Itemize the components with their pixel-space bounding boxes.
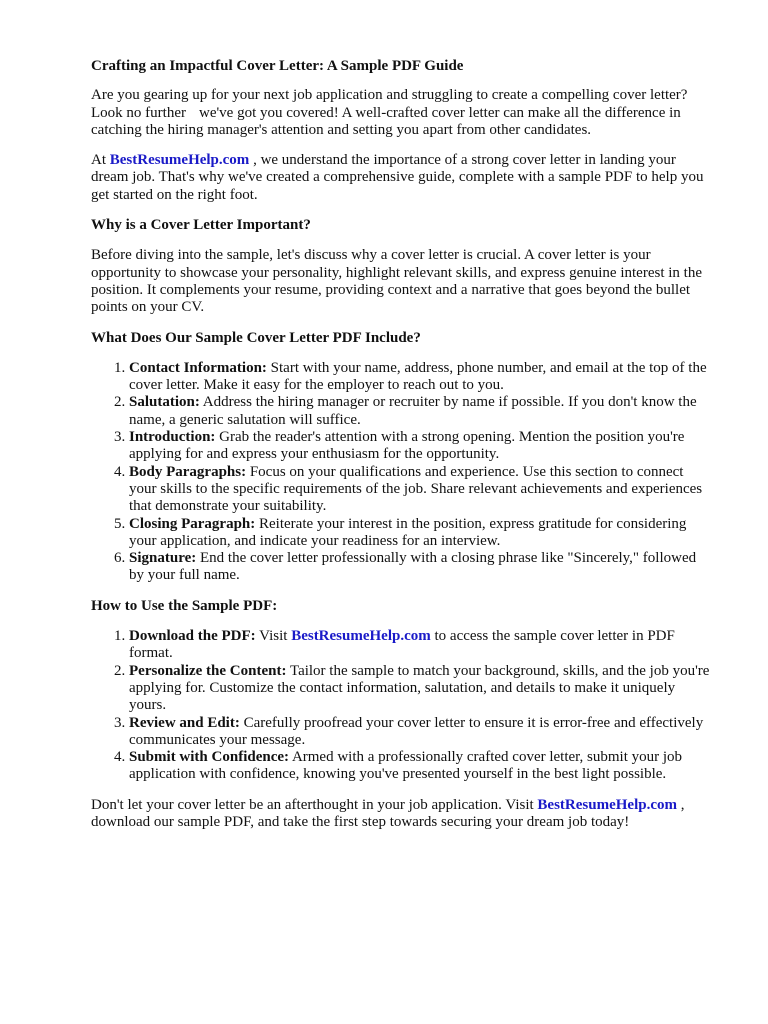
- intro-p2-pre: At: [91, 152, 110, 169]
- list-item-label: Body Paragraphs:: [129, 463, 247, 480]
- list-item-text: End the cover letter professionally with a closing phrase like "Sincerely," followed by your full name.: [129, 550, 697, 584]
- list-item-label: Submit with Confidence:: [129, 749, 290, 766]
- intro-text-b: we've got you covered! A well-crafted cover letter can make all the difference in catching the hiring manager's attention and setting you apart from other candidates.: [91, 104, 681, 138]
- list-item-text: Armed with a professionally crafted cover letter, submit your job application with confidence, knowing you've presented yourself in the best light possible.: [129, 749, 683, 783]
- list-item-label: Closing Paragraph:: [129, 515, 256, 532]
- list-item-text: Address the hiring manager or recruiter by name if possible. If you don't know the name, a generic salutation will suffice.: [129, 394, 697, 428]
- list-item-text: Visit: [255, 628, 292, 645]
- list-item-text: Reiterate your interest in the position, express gratitude for considering your application, and indicate your readiness for an interview.: [129, 515, 687, 549]
- list-item: [129, 628, 713, 663]
- intro-text-a: Are you gearing up for your next job application and struggling to create a compelling cover letter? Look no further: [91, 87, 688, 121]
- why-paragraph: Before diving into the sample, let's discuss why a cover letter is crucial. A cover letter is your opportunity to showcase your personality, highlight relevant skills, and express genuine interest in the position. It complements your resume, providing context and a narrative that goes beyond the bullet points on your CV.: [91, 247, 702, 316]
- list-item: [129, 663, 713, 715]
- list-item-label: Salutation:: [129, 394, 200, 411]
- list-item: [129, 429, 713, 464]
- list-item: [129, 749, 713, 784]
- list-item-label: Personalize the Content:: [129, 662, 287, 679]
- list-item: [129, 394, 713, 429]
- closing-paragraph: [91, 797, 713, 832]
- intro-paragraph-2: [91, 152, 713, 204]
- list-item-label: Introduction:: [129, 429, 216, 446]
- list-item: [129, 715, 713, 750]
- list-item: [129, 360, 713, 395]
- document-title: Crafting an Impactful Cover Letter: A Sample PDF Guide: [91, 58, 464, 74]
- list-item-text: Start with your name, address, phone number, and email at the top of the cover letter. Make it easy for the employer to reach out to you.: [129, 359, 707, 394]
- list-item-text: Focus on your qualifications and experience. Use this section to connect your skills to the specific requirements of the job. Share relevant achievements and experiences that demonstrate your suitability.: [129, 463, 703, 515]
- closing-pre: Don't let your cover letter be an afterthought in your job application. Visit: [91, 796, 538, 813]
- list-item: [129, 550, 713, 585]
- list-item: [129, 516, 713, 551]
- closing-post: , download our sample PDF, and take the first step towards securing your dream job today!: [91, 796, 685, 830]
- document-page: [91, 58, 713, 844]
- list-item: [129, 464, 713, 516]
- list-item-label: Signature:: [129, 550, 197, 567]
- list-item-text: Carefully proofread your cover letter to ensure it is error-free and effectively communicates your message.: [129, 714, 704, 748]
- howto-heading: How to Use the Sample PDF:: [91, 597, 278, 614]
- bestresumehelp-link-2[interactable]: BestResumeHelp.com: [291, 628, 431, 645]
- howto-list: [91, 628, 713, 784]
- include-list: [91, 360, 713, 585]
- list-item-text: Tailor the sample to match your background, skills, and the job you're applying for. Customize the contact information, salutation, and details to make it uniquely yours.: [129, 662, 710, 714]
- list-item-label: Contact Information:: [129, 359, 267, 376]
- list-item-text: to access the sample cover letter in PDF format.: [129, 628, 675, 662]
- why-heading: Why is a Cover Letter Important?: [91, 217, 311, 234]
- bestresumehelp-link-3[interactable]: BestResumeHelp.com: [537, 796, 677, 813]
- include-heading: What Does Our Sample Cover Letter PDF Include?: [91, 329, 421, 346]
- list-item-text: Grab the reader's attention with a strong opening. Mention the position you're applying for and express your enthusiasm for the opportunity.: [129, 429, 685, 463]
- intro-p2-post: , we understand the importance of a strong cover letter in landing your dream job. That's why we've created a comprehensive guide, complete with a sample PDF to help you get started on the right foot.: [91, 152, 704, 203]
- list-item-label: Review and Edit:: [129, 714, 240, 731]
- bestresumehelp-link-1[interactable]: BestResumeHelp.com: [109, 152, 250, 169]
- intro-paragraph-1: [91, 87, 713, 139]
- list-item-label: Download the PDF:: [129, 628, 256, 645]
